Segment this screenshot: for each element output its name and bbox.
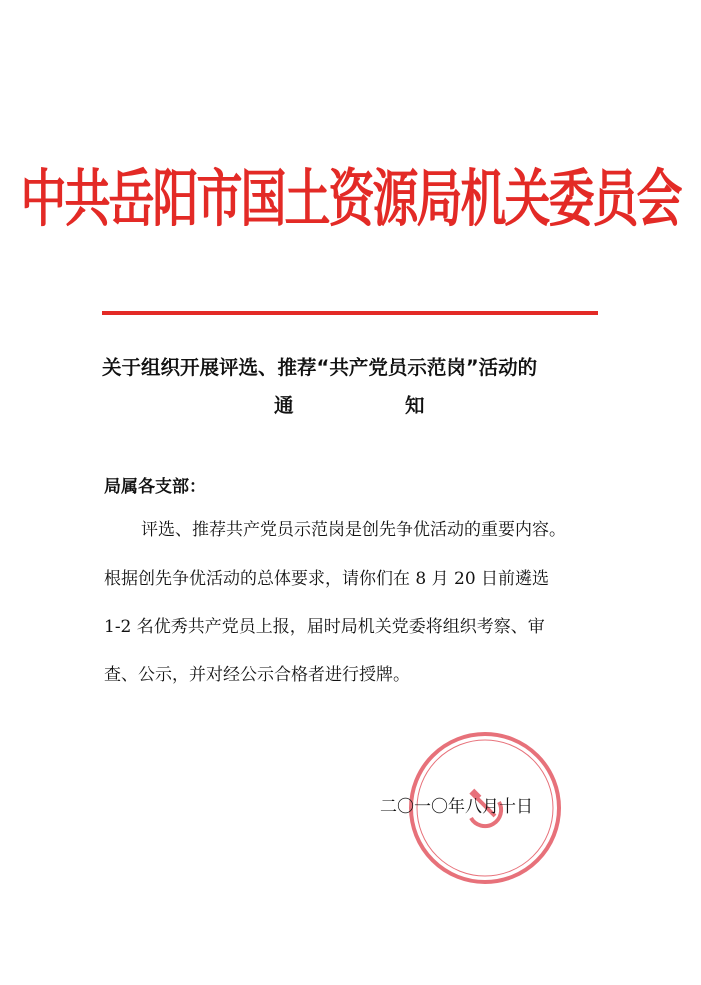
body-line-4: 查、公示，并对经公示合格者进行授牌。 bbox=[104, 665, 410, 685]
notice-title-char-1: 通 bbox=[274, 394, 294, 417]
body-line-1: 评选、推荐共产党员示范岗是创先争优活动的重要内容。 bbox=[141, 520, 566, 540]
issuing-organization-header: 中共岳阳市国土资源局机关委员会 bbox=[20, 162, 681, 236]
issue-date: 二〇一〇年八月十日 bbox=[380, 797, 533, 817]
notice-title-char-2: 知 bbox=[405, 394, 425, 417]
red-divider-line bbox=[102, 311, 598, 315]
salutation: 局属各支部： bbox=[104, 477, 206, 497]
body-line-2: 根据创先争优活动的总体要求，请你们在 8 月 20 日前遴选 bbox=[104, 569, 550, 589]
notice-title: 关于组织开展评选、推荐“共产党员示范岗”活动的 bbox=[102, 356, 538, 379]
body-line-3: 1-2 名优秀共产党员上报，届时局机关党委将组织考察、审 bbox=[104, 617, 545, 637]
